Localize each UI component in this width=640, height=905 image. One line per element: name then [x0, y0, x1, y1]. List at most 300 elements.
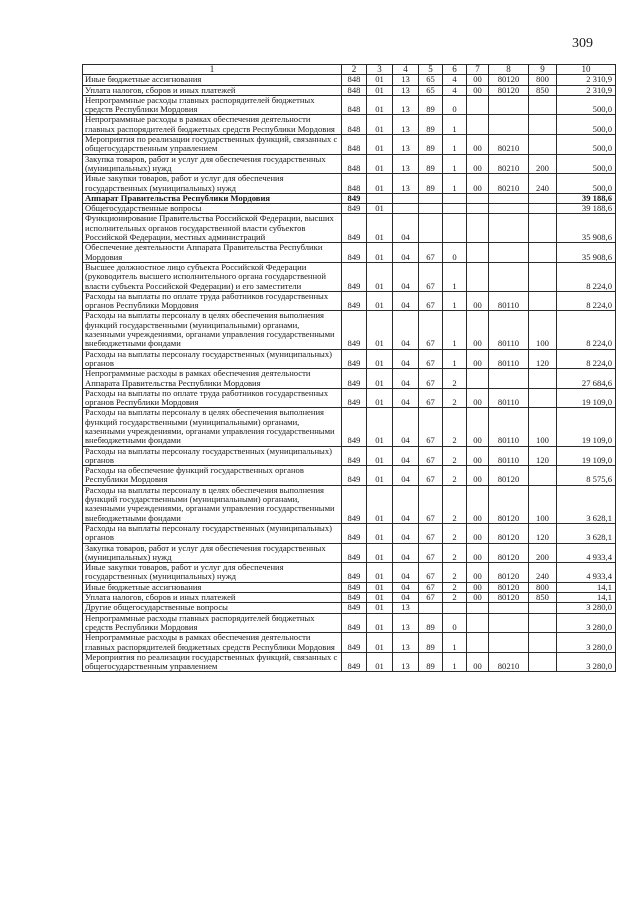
subprogram-cell — [443, 603, 467, 613]
row-name-cell: Функционирование Правительства Российской Федерации, высших исполнительных органов государственной власти субъектов Российской Федерации, местных администраций — [83, 214, 342, 243]
target-article-cell: 80110 — [489, 388, 529, 408]
direction-cell — [467, 262, 489, 291]
amount-cell: 500,0 — [557, 135, 616, 155]
amount-cell: 3 280,0 — [557, 613, 616, 633]
admin-code-cell: 849 — [342, 262, 367, 291]
table-row — [83, 603, 616, 613]
expense-type-cell: 800 — [529, 75, 557, 85]
program-cell: 65 — [419, 85, 443, 95]
subsection-cell: 13 — [393, 633, 419, 653]
row-name-cell: Расходы на выплаты персоналу в целях обеспечения выполнения функций государственными (муниципальными) органами, казенными учреждениями, органами управления государственными внебюджетными фондами — [83, 408, 342, 446]
direction-cell: 00 — [467, 408, 489, 446]
program-cell: 67 — [419, 408, 443, 446]
program-cell: 67 — [419, 466, 443, 486]
admin-code-cell: 848 — [342, 154, 367, 174]
row-name-cell: Закупка товаров, работ и услуг для обеспечения государственных (муниципальных) нужд — [83, 543, 342, 563]
admin-code-cell: 849 — [342, 349, 367, 369]
subprogram-cell — [443, 193, 467, 203]
amount-cell: 4 933,4 — [557, 563, 616, 583]
direction-cell — [467, 603, 489, 613]
direction-cell: 00 — [467, 593, 489, 603]
expense-type-cell — [529, 204, 557, 214]
target-article-cell — [489, 603, 529, 613]
table-row — [83, 613, 616, 633]
section-cell: 01 — [367, 582, 393, 592]
table-row — [83, 214, 616, 243]
direction-cell: 00 — [467, 466, 489, 486]
section-cell: 01 — [367, 543, 393, 563]
expense-type-cell — [529, 262, 557, 291]
target-article-cell — [489, 214, 529, 243]
admin-code-cell: 848 — [342, 75, 367, 85]
row-name-cell: Непрограммные расходы в рамках обеспечения деятельности главных распорядителей бюджетных средств Республики Мордовия — [83, 115, 342, 135]
subprogram-cell: 2 — [443, 582, 467, 592]
subsection-cell: 04 — [393, 593, 419, 603]
expense-type-cell — [529, 291, 557, 311]
table-row — [83, 408, 616, 446]
expense-type-cell — [529, 369, 557, 389]
subprogram-cell: 1 — [443, 135, 467, 155]
expense-type-cell — [529, 214, 557, 243]
table-row — [83, 349, 616, 369]
target-article-cell — [489, 369, 529, 389]
direction-cell — [467, 95, 489, 115]
table-row — [83, 154, 616, 174]
subsection-cell: 13 — [393, 95, 419, 115]
row-name-cell: Расходы на выплаты по оплате труда работников государственных органов Республики Мордовия — [83, 388, 342, 408]
table-row — [83, 582, 616, 592]
target-article-cell — [489, 115, 529, 135]
subsection-cell: 04 — [393, 485, 419, 523]
subprogram-cell: 4 — [443, 85, 467, 95]
amount-cell: 8 224,0 — [557, 311, 616, 349]
subsection-cell: 04 — [393, 349, 419, 369]
target-article-cell: 80210 — [489, 652, 529, 672]
target-article-cell: 80110 — [489, 311, 529, 349]
amount-cell: 3 280,0 — [557, 603, 616, 613]
program-cell: 67 — [419, 388, 443, 408]
target-article-cell: 80120 — [489, 75, 529, 85]
expense-type-cell — [529, 633, 557, 653]
section-cell: 01 — [367, 603, 393, 613]
row-name-cell: Иные бюджетные ассигнования — [83, 75, 342, 85]
target-article-cell: 80120 — [489, 485, 529, 523]
target-article-cell — [489, 262, 529, 291]
column-header: 1 — [83, 65, 342, 75]
direction-cell: 00 — [467, 563, 489, 583]
expense-type-cell — [529, 193, 557, 203]
row-name-cell: Уплата налогов, сборов и иных платежей — [83, 85, 342, 95]
direction-cell: 00 — [467, 75, 489, 85]
program-cell: 67 — [419, 291, 443, 311]
row-name-cell: Мероприятия по реализации государственных функций, связанных с общегосударственным управлением — [83, 652, 342, 672]
amount-cell: 35 908,6 — [557, 243, 616, 263]
expense-type-cell: 100 — [529, 311, 557, 349]
amount-cell: 39 188,6 — [557, 204, 616, 214]
target-article-cell: 80120 — [489, 593, 529, 603]
row-name-cell: Иные закупки товаров, работ и услуг для обеспечения государственных (муниципальных) нужд — [83, 174, 342, 194]
target-article-cell: 80110 — [489, 349, 529, 369]
subprogram-cell: 1 — [443, 262, 467, 291]
program-cell: 67 — [419, 446, 443, 466]
subsection-cell: 04 — [393, 311, 419, 349]
direction-cell — [467, 115, 489, 135]
amount-cell: 19 109,0 — [557, 446, 616, 466]
table-row — [83, 563, 616, 583]
expense-type-cell: 200 — [529, 154, 557, 174]
subprogram-cell: 1 — [443, 174, 467, 194]
program-cell: 67 — [419, 523, 443, 543]
subsection-cell — [393, 193, 419, 203]
expense-type-cell: 850 — [529, 593, 557, 603]
direction-cell — [467, 214, 489, 243]
program-cell: 89 — [419, 174, 443, 194]
expense-type-cell: 120 — [529, 349, 557, 369]
program-cell: 89 — [419, 613, 443, 633]
direction-cell — [467, 243, 489, 263]
target-article-cell: 80120 — [489, 543, 529, 563]
subprogram-cell — [443, 204, 467, 214]
admin-code-cell: 849 — [342, 563, 367, 583]
table-row — [83, 388, 616, 408]
subprogram-cell: 2 — [443, 593, 467, 603]
subsection-cell: 04 — [393, 523, 419, 543]
amount-cell: 39 188,6 — [557, 193, 616, 203]
section-cell: 01 — [367, 349, 393, 369]
target-article-cell — [489, 613, 529, 633]
row-name-cell: Обеспечение деятельности Аппарата Правительства Республики Мордовия — [83, 243, 342, 263]
direction-cell — [467, 613, 489, 633]
target-article-cell — [489, 204, 529, 214]
section-cell: 01 — [367, 154, 393, 174]
program-cell: 89 — [419, 115, 443, 135]
amount-cell: 500,0 — [557, 174, 616, 194]
subprogram-cell: 2 — [443, 543, 467, 563]
row-name-cell: Закупка товаров, работ и услуг для обеспечения государственных (муниципальных) нужд — [83, 154, 342, 174]
admin-code-cell: 849 — [342, 291, 367, 311]
section-cell: 01 — [367, 95, 393, 115]
admin-code-cell: 849 — [342, 543, 367, 563]
admin-code-cell: 848 — [342, 115, 367, 135]
program-cell — [419, 603, 443, 613]
table-row — [83, 593, 616, 603]
section-cell: 01 — [367, 593, 393, 603]
target-article-cell: 80110 — [489, 446, 529, 466]
row-name-cell: Высшее должностное лицо субъекта Российской Федерации (руководитель высшего исполнительного органа государственной власти субъекта Российской Федерации) и его заместители — [83, 262, 342, 291]
table-row — [83, 466, 616, 486]
direction-cell — [467, 369, 489, 389]
section-cell: 01 — [367, 446, 393, 466]
row-name-cell: Расходы на обеспечение функций государственных органов Республики Мордовия — [83, 466, 342, 486]
direction-cell: 00 — [467, 154, 489, 174]
section-cell: 01 — [367, 388, 393, 408]
program-cell — [419, 214, 443, 243]
subprogram-cell: 4 — [443, 75, 467, 85]
expense-type-cell — [529, 95, 557, 115]
row-name-cell: Уплата налогов, сборов и иных платежей — [83, 593, 342, 603]
section-cell: 01 — [367, 214, 393, 243]
admin-code-cell: 849 — [342, 613, 367, 633]
expense-type-cell: 240 — [529, 563, 557, 583]
admin-code-cell: 849 — [342, 243, 367, 263]
program-cell: 67 — [419, 485, 443, 523]
subsection-cell: 04 — [393, 466, 419, 486]
subprogram-cell: 0 — [443, 613, 467, 633]
direction-cell: 00 — [467, 85, 489, 95]
section-cell: 01 — [367, 204, 393, 214]
section-cell: 01 — [367, 563, 393, 583]
row-name-cell: Иные бюджетные ассигнования — [83, 582, 342, 592]
admin-code-cell: 849 — [342, 593, 367, 603]
subprogram-cell: 1 — [443, 154, 467, 174]
subprogram-cell: 2 — [443, 523, 467, 543]
table-row — [83, 369, 616, 389]
amount-cell: 8 224,0 — [557, 349, 616, 369]
table-row — [83, 485, 616, 523]
admin-code-cell: 849 — [342, 652, 367, 672]
row-name-cell: Мероприятия по реализации государственных функций, связанных с общегосударственным управлением — [83, 135, 342, 155]
subprogram-cell: 2 — [443, 563, 467, 583]
row-name-cell: Аппарат Правительства Республики Мордовия — [83, 193, 342, 203]
amount-cell: 14,1 — [557, 593, 616, 603]
subsection-cell: 04 — [393, 214, 419, 243]
subprogram-cell: 1 — [443, 291, 467, 311]
subprogram-cell: 2 — [443, 388, 467, 408]
admin-code-cell: 848 — [342, 85, 367, 95]
subsection-cell: 04 — [393, 563, 419, 583]
admin-code-cell: 849 — [342, 193, 367, 203]
amount-cell: 2 310,9 — [557, 75, 616, 85]
subprogram-cell: 2 — [443, 485, 467, 523]
section-cell: 01 — [367, 243, 393, 263]
target-article-cell: 80210 — [489, 174, 529, 194]
program-cell: 89 — [419, 154, 443, 174]
admin-code-cell: 849 — [342, 446, 367, 466]
subprogram-cell: 2 — [443, 369, 467, 389]
section-cell: 01 — [367, 174, 393, 194]
amount-cell: 4 933,4 — [557, 543, 616, 563]
expense-type-cell: 200 — [529, 543, 557, 563]
amount-cell: 8 224,0 — [557, 262, 616, 291]
subsection-cell: 04 — [393, 388, 419, 408]
expense-type-cell — [529, 652, 557, 672]
section-cell: 01 — [367, 85, 393, 95]
amount-cell: 3 628,1 — [557, 485, 616, 523]
program-cell: 67 — [419, 311, 443, 349]
row-name-cell: Расходы на выплаты по оплате труда работников государственных органов Республики Мордовия — [83, 291, 342, 311]
admin-code-cell: 849 — [342, 214, 367, 243]
table-row — [83, 95, 616, 115]
target-article-cell — [489, 243, 529, 263]
admin-code-cell: 848 — [342, 135, 367, 155]
target-article-cell: 80210 — [489, 135, 529, 155]
section-cell: 01 — [367, 485, 393, 523]
page-number: 309 — [572, 36, 593, 51]
table-row — [83, 523, 616, 543]
direction-cell: 00 — [467, 291, 489, 311]
admin-code-cell: 849 — [342, 485, 367, 523]
direction-cell: 00 — [467, 523, 489, 543]
admin-code-cell: 849 — [342, 408, 367, 446]
table-row — [83, 311, 616, 349]
expense-type-cell — [529, 135, 557, 155]
program-cell: 89 — [419, 135, 443, 155]
target-article-cell — [489, 193, 529, 203]
admin-code-cell: 849 — [342, 204, 367, 214]
direction-cell: 00 — [467, 582, 489, 592]
direction-cell — [467, 193, 489, 203]
column-header: 3 — [367, 65, 393, 75]
amount-cell: 8 224,0 — [557, 291, 616, 311]
expense-type-cell: 850 — [529, 85, 557, 95]
program-cell — [419, 204, 443, 214]
subsection-cell: 13 — [393, 115, 419, 135]
target-article-cell: 80120 — [489, 466, 529, 486]
subprogram-cell: 2 — [443, 408, 467, 446]
target-article-cell: 80120 — [489, 563, 529, 583]
table-row — [83, 652, 616, 672]
program-cell: 67 — [419, 593, 443, 603]
table-row — [83, 85, 616, 95]
subprogram-cell: 2 — [443, 466, 467, 486]
program-cell: 65 — [419, 75, 443, 85]
expense-type-cell — [529, 243, 557, 263]
column-header: 9 — [529, 65, 557, 75]
program-cell — [419, 193, 443, 203]
subprogram-cell: 1 — [443, 349, 467, 369]
table-row — [83, 262, 616, 291]
program-cell: 67 — [419, 243, 443, 263]
row-name-cell: Расходы на выплаты персоналу государственных (муниципальных) органов — [83, 446, 342, 466]
direction-cell: 00 — [467, 135, 489, 155]
column-header: 5 — [419, 65, 443, 75]
direction-cell: 00 — [467, 543, 489, 563]
table-row — [83, 193, 616, 203]
program-cell: 67 — [419, 543, 443, 563]
admin-code-cell: 849 — [342, 603, 367, 613]
subprogram-cell — [443, 214, 467, 243]
target-article-cell — [489, 95, 529, 115]
amount-cell: 500,0 — [557, 154, 616, 174]
section-cell: 01 — [367, 311, 393, 349]
admin-code-cell: 849 — [342, 466, 367, 486]
program-cell: 67 — [419, 349, 443, 369]
subprogram-cell: 1 — [443, 115, 467, 135]
amount-cell: 14,1 — [557, 582, 616, 592]
expense-type-cell: 800 — [529, 582, 557, 592]
admin-code-cell: 849 — [342, 633, 367, 653]
section-cell: 01 — [367, 135, 393, 155]
section-cell: 01 — [367, 262, 393, 291]
table-row — [83, 135, 616, 155]
subsection-cell: 13 — [393, 154, 419, 174]
program-cell: 67 — [419, 369, 443, 389]
subprogram-cell: 2 — [443, 446, 467, 466]
row-name-cell: Общегосударственные вопросы — [83, 204, 342, 214]
section-cell — [367, 193, 393, 203]
subsection-cell: 13 — [393, 135, 419, 155]
target-article-cell — [489, 633, 529, 653]
subsection-cell: 13 — [393, 174, 419, 194]
column-header: 8 — [489, 65, 529, 75]
direction-cell: 00 — [467, 174, 489, 194]
subsection-cell: 13 — [393, 85, 419, 95]
row-name-cell: Другие общегосударственные вопросы — [83, 603, 342, 613]
amount-cell: 500,0 — [557, 95, 616, 115]
target-article-cell: 80120 — [489, 523, 529, 543]
direction-cell: 00 — [467, 388, 489, 408]
row-name-cell: Непрограммные расходы главных распорядителей бюджетных средств Республики Мордовия — [83, 613, 342, 633]
expense-type-cell: 100 — [529, 408, 557, 446]
target-article-cell: 80210 — [489, 154, 529, 174]
row-name-cell: Расходы на выплаты персоналу в целях обеспечения выполнения функций государственными (муниципальными) органами, казенными учреждениями, органами управления государственными внебюджетными фондами — [83, 485, 342, 523]
direction-cell — [467, 633, 489, 653]
expense-type-cell: 100 — [529, 485, 557, 523]
program-cell: 89 — [419, 633, 443, 653]
admin-code-cell: 849 — [342, 388, 367, 408]
direction-cell: 00 — [467, 485, 489, 523]
program-cell: 67 — [419, 563, 443, 583]
table-row — [83, 75, 616, 85]
expense-type-cell — [529, 115, 557, 135]
direction-cell: 00 — [467, 652, 489, 672]
target-article-cell: 80120 — [489, 85, 529, 95]
column-header: 2 — [342, 65, 367, 75]
target-article-cell: 80110 — [489, 408, 529, 446]
column-header: 6 — [443, 65, 467, 75]
amount-cell: 35 908,6 — [557, 214, 616, 243]
section-cell: 01 — [367, 75, 393, 85]
subsection-cell: 04 — [393, 543, 419, 563]
program-cell: 89 — [419, 652, 443, 672]
section-cell: 01 — [367, 652, 393, 672]
direction-cell: 00 — [467, 446, 489, 466]
section-cell: 01 — [367, 613, 393, 633]
table-row — [83, 633, 616, 653]
section-cell: 01 — [367, 115, 393, 135]
subsection-cell: 13 — [393, 613, 419, 633]
amount-cell: 3 628,1 — [557, 523, 616, 543]
subsection-cell: 04 — [393, 582, 419, 592]
column-header: 4 — [393, 65, 419, 75]
subsection-cell: 04 — [393, 243, 419, 263]
row-name-cell: Непрограммные расходы в рамках обеспечения деятельности главных распорядителей бюджетных средств Республики Мордовия — [83, 633, 342, 653]
admin-code-cell: 848 — [342, 95, 367, 115]
target-article-cell: 80120 — [489, 582, 529, 592]
subprogram-cell: 1 — [443, 311, 467, 349]
section-cell: 01 — [367, 291, 393, 311]
subsection-cell: 04 — [393, 408, 419, 446]
amount-cell: 3 280,0 — [557, 633, 616, 653]
amount-cell: 3 280,0 — [557, 652, 616, 672]
section-cell: 01 — [367, 369, 393, 389]
program-cell: 67 — [419, 582, 443, 592]
section-cell: 01 — [367, 633, 393, 653]
expense-type-cell: 120 — [529, 446, 557, 466]
subprogram-cell: 1 — [443, 633, 467, 653]
expense-type-cell — [529, 388, 557, 408]
row-name-cell: Расходы на выплаты персоналу государственных (муниципальных) органов — [83, 523, 342, 543]
amount-cell: 27 684,6 — [557, 369, 616, 389]
subsection-cell: 04 — [393, 446, 419, 466]
table-row — [83, 115, 616, 135]
table-header-row — [83, 65, 616, 75]
row-name-cell: Иные закупки товаров, работ и услуг для обеспечения государственных (муниципальных) нужд — [83, 563, 342, 583]
table-row — [83, 243, 616, 263]
subsection-cell: 04 — [393, 291, 419, 311]
expense-type-cell: 240 — [529, 174, 557, 194]
column-header: 10 — [557, 65, 616, 75]
